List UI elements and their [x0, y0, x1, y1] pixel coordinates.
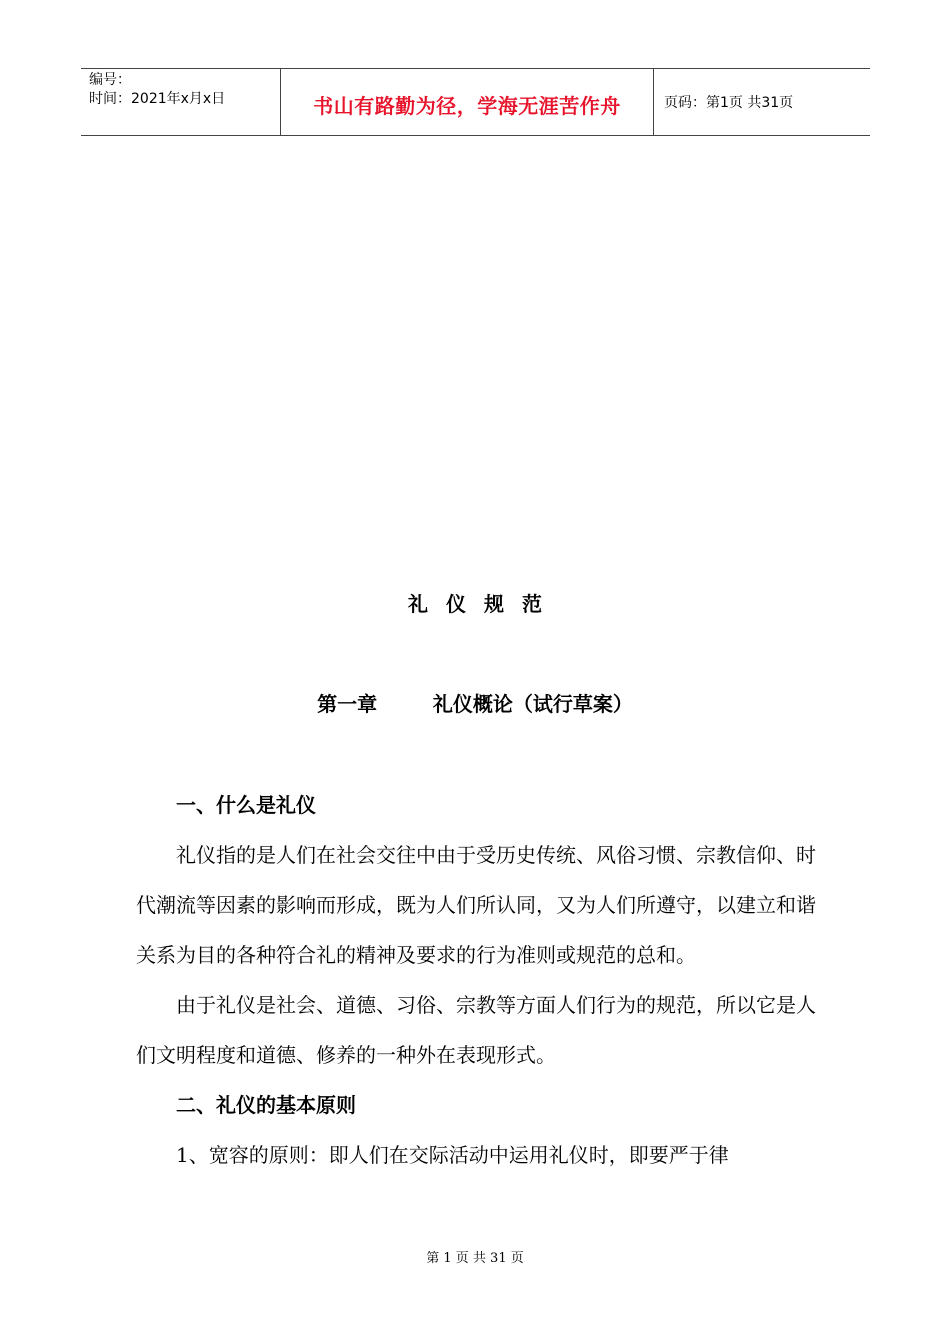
section-heading: 一、什么是礼仪 — [176, 793, 316, 817]
document-number-label: 编号： — [89, 72, 131, 88]
document-body — [136, 780, 816, 1180]
header-meta — [81, 69, 281, 135]
document-title: 礼仪规范 — [408, 592, 560, 616]
chapter-title: 第一章 礼仪概论（试行草案） — [317, 692, 633, 716]
document-time-label: 时间：2021年x月x日 — [89, 91, 226, 107]
header-motto: 书山有路勤为径，学海无涯苦作舟 — [281, 69, 654, 135]
page-header — [81, 68, 870, 136]
page-footer: 第 1 页 共 31 页 — [426, 1251, 524, 1266]
body-paragraph: 由于礼仪是社会、道德、习俗、宗教等方面人们行为的规范，所以它是人们文明程度和道德、修养的一种外在表现形式。 — [136, 993, 816, 1067]
section-heading: 二、礼仪的基本原则 — [176, 1093, 356, 1117]
body-paragraph: 1、宽容的原则：即人们在交际活动中运用礼仪时，即要严于律 — [176, 1143, 729, 1167]
body-paragraph: 礼仪指的是人们在社会交往中由于受历史传统、风俗习惯、宗教信仰、时代潮流等因素的影响而形成，既为人们所认同，又为人们所遵守，以建立和谐关系为目的各种符合礼的精神及要求的行为准则或规范的总和。 — [136, 843, 816, 967]
header-page-info: 页码：第1页 共31页 — [664, 95, 794, 111]
